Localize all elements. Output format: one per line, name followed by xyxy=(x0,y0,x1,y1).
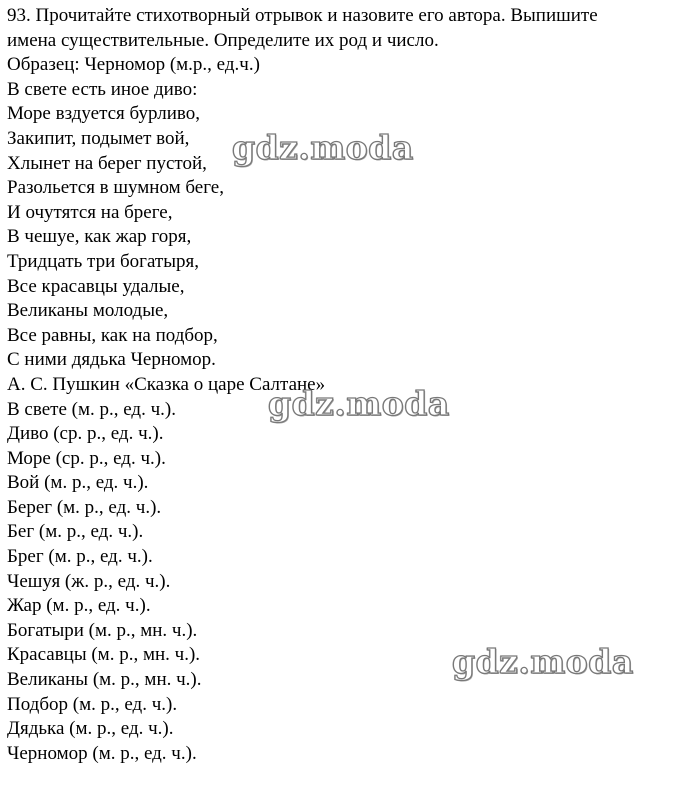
task-heading-line-1: 93. Прочитайте стихотворный отрывок и назовите его автора. Выпишите xyxy=(7,5,598,26)
answer-item: Вой (м. р., ед. ч.). xyxy=(7,472,149,494)
answer-item: Дядька (м. р., ед. ч.). xyxy=(7,718,174,740)
answer-item: Берег (м. р., ед. ч.). xyxy=(7,496,162,518)
example-line: Образец: Черномор (м.р., ед.ч.) xyxy=(7,54,260,76)
author-line: А. С. Пушкин «Сказка о царе Салтане» xyxy=(7,373,326,395)
answer-item: В свете (м. р., ед. ч.). xyxy=(7,398,176,420)
document-page xyxy=(7,4,679,766)
answer-item: Богатыри (м. р., мн. ч.). xyxy=(7,619,198,641)
answer-item: Брег (м. р., ед. ч.). xyxy=(7,546,153,568)
poem-line: Тридцать три богатыря, xyxy=(7,250,199,272)
poem-line: Все красавцы удалые, xyxy=(7,275,185,297)
task-heading-line-2: имена существительные. Определите их род и число. xyxy=(7,29,439,51)
answer-item: Жар (м. р., ед. ч.). xyxy=(7,595,151,617)
poem-line: Все равны, как на подбор, xyxy=(7,324,218,346)
answer-item: Диво (ср. р., ед. ч.). xyxy=(7,423,164,445)
poem-line: В свете есть иное диво: xyxy=(7,78,198,100)
poem-line: Закипит, подымет вой, xyxy=(7,127,190,149)
answer-item: Чешуя (ж. р., ед. ч.). xyxy=(7,570,171,592)
watermark-logo: gdz.moda xyxy=(232,128,414,167)
poem-line: В чешуе, как жар горя, xyxy=(7,226,192,248)
poem-line: И очутятся на бреге, xyxy=(7,201,173,223)
poem-line: Разольется в шумном беге, xyxy=(7,177,224,199)
answer-item: Великаны (м. р., мн. ч.). xyxy=(7,669,202,691)
poem-line: Великаны молодые, xyxy=(7,300,169,322)
answer-item: Подбор (м. р., ед. ч.). xyxy=(7,693,178,715)
answer-item: Бег (м. р., ед. ч.). xyxy=(7,521,144,543)
poem-block xyxy=(7,78,679,373)
answer-item: Море (ср. р., ед. ч.). xyxy=(7,447,166,469)
answer-item: Красавцы (м. р., мн. ч.). xyxy=(7,644,201,666)
poem-line: С ними дядька Черномор. xyxy=(7,349,216,371)
answer-item: Черномор (м. р., ед. ч.). xyxy=(7,742,197,764)
watermark-logo: gdz.moda xyxy=(452,642,634,681)
poem-line: Море вздуется бурливо, xyxy=(7,103,200,125)
poem-line: Хлынет на берег пустой, xyxy=(7,152,207,174)
answers-list xyxy=(7,398,679,767)
watermark-logo: gdz.moda xyxy=(268,384,450,423)
